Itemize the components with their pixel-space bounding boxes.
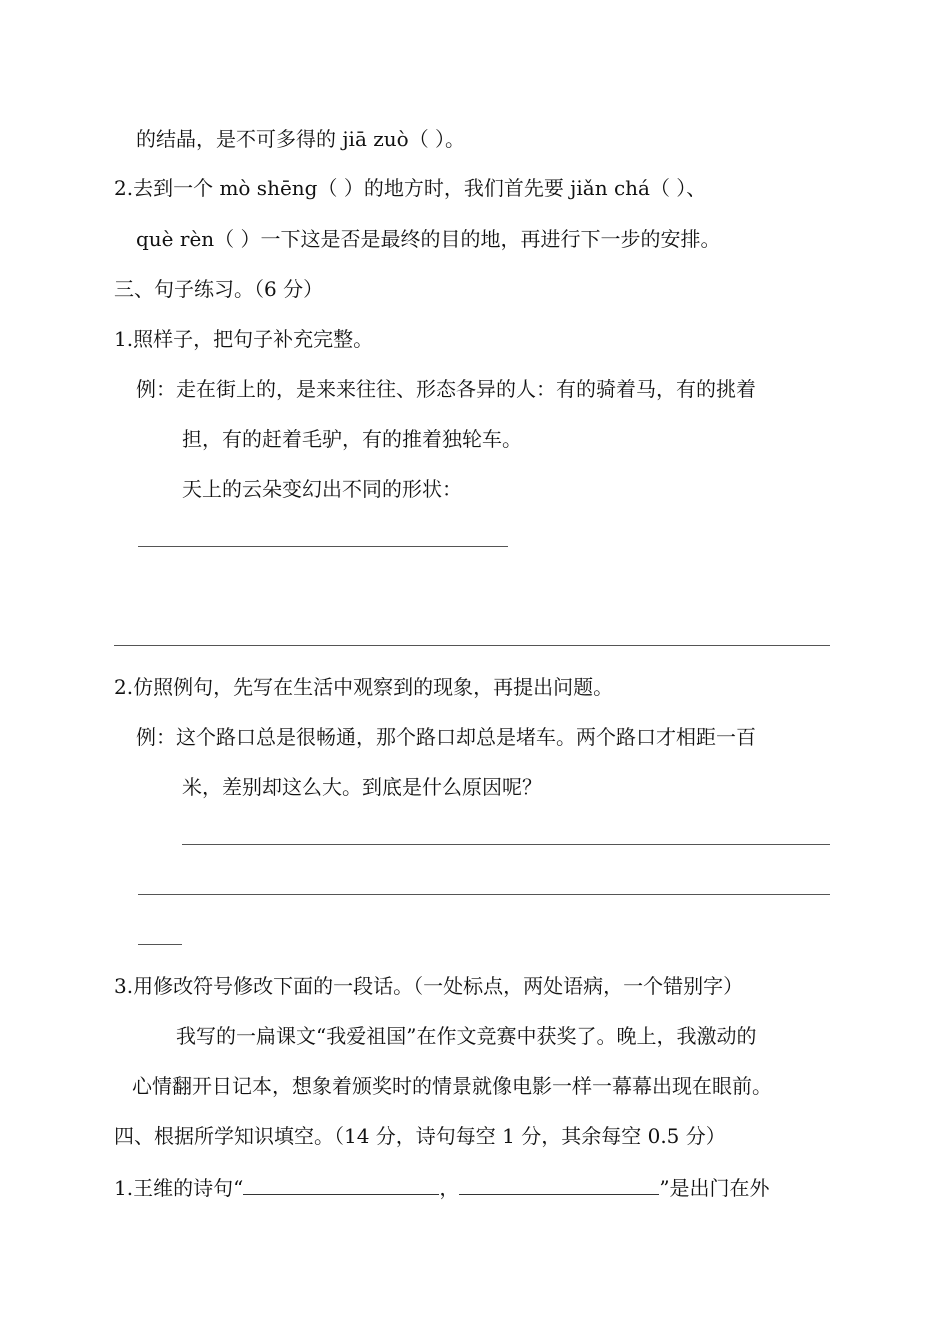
poem-suffix: ”是出门在外	[659, 1176, 770, 1200]
example-sentence: 例：这个路口总是很畅通，那个路口却总是堵车。两个路口才相距一百	[136, 725, 756, 749]
example-sentence: 例：走在街上的，是来来往往、形态各异的人：有的骑着马，有的挑着	[136, 377, 756, 401]
section-4-heading: 四、根据所学知识填空。（14 分，诗句每空 1 分，其余每空 0.5 分）	[114, 1124, 726, 1148]
prompt-sentence: 天上的云朵变幻出不同的形状：	[182, 477, 462, 501]
answer-line[interactable]	[138, 894, 830, 895]
answer-line[interactable]	[138, 546, 508, 547]
text-line: què rèn（ ）一下这是否是最终的目的地，再进行下一步的安排。	[136, 227, 721, 251]
answer-line[interactable]	[138, 944, 182, 945]
text-line: 的结晶，是不可多得的 jiā zuò（ ）。	[136, 127, 466, 151]
paragraph-to-correct: 我写的一扁课文“我爱祖国”在作文竞赛中获奖了。晚上，我激动的	[176, 1024, 757, 1048]
question-2-pinyin: 2.去到一个 mò shēng（ ）的地方时，我们首先要 jiǎn chá（ ）、	[114, 176, 707, 200]
poem-prefix: 1.王维的诗句“	[114, 1176, 244, 1200]
question-1-poem	[114, 1176, 770, 1198]
question-1-instruction: 1.照样子，把句子补充完整。	[114, 327, 374, 351]
example-sentence-cont: 担，有的赶着毛驴，有的推着独轮车。	[182, 427, 522, 451]
paragraph-to-correct-cont: 心情翻开日记本，想象着颁奖时的情景就像电影一样一幕幕出现在眼前。	[132, 1074, 772, 1098]
poem-blank-2[interactable]	[459, 1176, 659, 1195]
question-3-instruction: 3.用修改符号修改下面的一段话。（一处标点，两处语病，一个错别字）	[114, 974, 744, 998]
answer-line[interactable]	[182, 844, 830, 845]
poem-blank-1[interactable]	[243, 1176, 439, 1195]
answer-line[interactable]	[114, 645, 830, 646]
example-sentence-cont: 米，差别却这么大。到底是什么原因呢？	[182, 775, 542, 799]
section-3-heading: 三、句子练习。（6 分）	[114, 277, 324, 301]
question-2-instruction: 2.仿照例句，先写在生活中观察到的现象，再提出问题。	[114, 675, 614, 699]
poem-comma: ，	[439, 1176, 460, 1200]
